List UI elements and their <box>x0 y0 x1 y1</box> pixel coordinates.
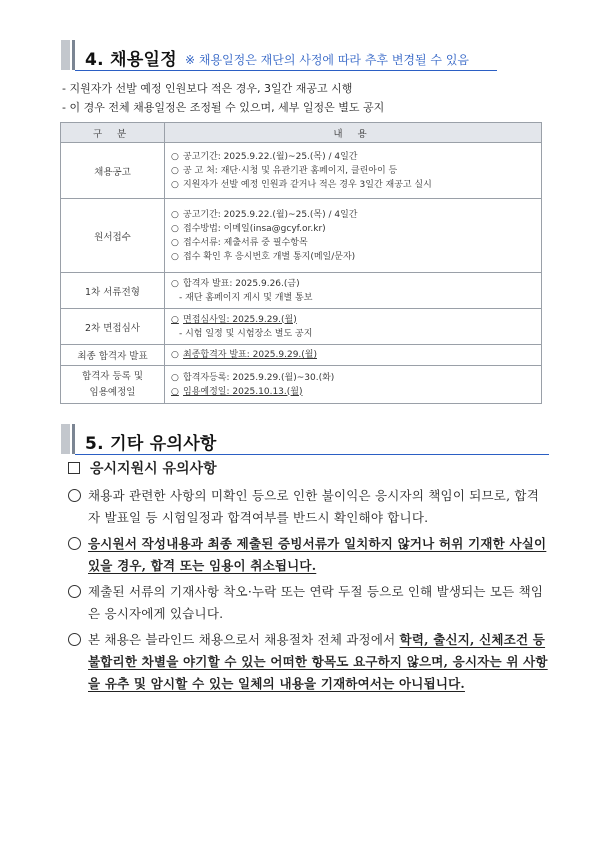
content-line: 지원자가 선발 예정 인원과 같거나 적은 경우 3일간 재공고 실시 <box>183 179 432 190</box>
cautions-block <box>60 455 550 695</box>
content-line: 합격자 발표: 2025.9.26.(금) <box>183 278 300 289</box>
caution-item <box>60 485 550 529</box>
section5-header <box>61 424 217 454</box>
content-line: 공 고 처: 재단·시청 및 유관기관 홈페이지, 클린아이 등 <box>183 165 398 176</box>
content-line: 공고기간: 2025.9.22.(월)~25.(목) / 4일간 <box>183 151 358 162</box>
circle-bullet-icon <box>68 585 81 598</box>
row-category: 1차 서류전형 <box>61 273 165 309</box>
section-marker <box>61 424 70 454</box>
section4-note: ※ 채용일정은 재단의 사정에 따라 추후 변경될 수 있음 <box>185 53 470 67</box>
section4-header <box>61 40 469 70</box>
content-line: 임용예정일: 2025.10.13.(월) <box>183 386 303 397</box>
section-marker <box>61 40 70 70</box>
caution-item <box>60 581 550 625</box>
caution-item <box>60 629 550 695</box>
caution-text: 채용과 관련한 사항의 미확인 등으로 인한 불이익은 응시자의 책임이 되므로, 합격자 발표일 등 시험일정과 합격여부를 반드시 확인해야 합니다. <box>88 488 539 525</box>
row-content: ○ 최종합격자 발표: 2025.9.29.(월) <box>165 345 542 366</box>
row-category: 원서접수 <box>61 199 165 273</box>
section4-underline <box>75 70 497 71</box>
content-line: 합격자등록: 2025.9.29.(월)~30.(화) <box>183 372 335 383</box>
section4-title: 4. 채용일정 <box>85 50 177 70</box>
circle-bullet-icon <box>68 537 81 550</box>
row-category: 최종 합격자 발표 <box>61 345 165 366</box>
caution-item <box>60 533 550 577</box>
caution-text: 제출된 서류의 기재사항 착오·누락 또는 연락 두절 등으로 인해 발생되는 모든 책임은 응시자에게 있습니다. <box>88 584 544 621</box>
content-line: 접수서류: 제출서류 중 필수항목 <box>183 237 308 248</box>
table-row <box>61 366 542 404</box>
header-content: 내 용 <box>165 123 542 143</box>
row-content: ○ 합격자등록: 2025.9.29.(월)~30.(화) ○ 임용예정일: 2025.10.13.(월) <box>165 366 542 404</box>
content-line: 접수방법: 이메일(insa@gcyf.or.kr) <box>183 223 326 234</box>
note-line: - 지원자가 선발 예정 인원보다 적은 경우, 3일간 재공고 시행 <box>62 82 353 95</box>
row-content: ○ 면접심사일: 2025.9.29.(월) - 시험 일정 및 시험장소 별도 공지 <box>165 309 542 345</box>
circle-bullet-icon <box>68 489 81 502</box>
row-content: ○ 공고기간: 2025.9.22.(월)~25.(목) / 4일간 ○ 공 고 처: 재단·시청 및 유관기관 홈페이지, 클린아이 등 ○ 지원자가 선발 예정 인원과 같거나 적은 경우 3일간 재공고 실시 <box>165 143 542 199</box>
table-row <box>61 345 542 366</box>
section5-title: 5. 기타 유의사항 <box>85 434 217 454</box>
row-content: ○ 합격자 발표: 2025.9.26.(금) - 재단 홈페이지 게시 및 개별 통보 <box>165 273 542 309</box>
content-line: 최종합격자 발표: 2025.9.29.(월) <box>183 350 317 360</box>
circle-bullet-icon <box>68 633 81 646</box>
cautions-title: 응시지원시 유의사항 <box>90 461 217 477</box>
header-category: 구 분 <box>61 123 165 143</box>
row-content: ○ 공고기간: 2025.9.22.(월)~25.(목) / 4일간 ○ 접수방법: 이메일(insa@gcyf.or.kr) ○ 접수서류: 제출서류 중 필수항목 ○ 접수 확인 후 응시번호 개별 통지(메일/문자) <box>165 199 542 273</box>
content-line: 면접심사일: 2025.9.29.(월) <box>183 314 297 325</box>
row-category: 2차 면접심사 <box>61 309 165 345</box>
table-row <box>61 199 542 273</box>
caution-text-emphasis: 학력, 출신지, 신체조건 등 불합리한 차별을 야기할 수 있는 어떠한 항목도 요구하지 않으며, 응시자는 위 사항을 유추 및 암시할 수 있는 일체의 내용을 기재하여서는 아니됩니다. <box>88 632 548 691</box>
table-row <box>61 309 542 345</box>
row-category: 채용공고 <box>61 143 165 199</box>
cautions-heading <box>68 455 550 481</box>
schedule-table <box>60 122 542 404</box>
checkbox-square-icon <box>68 462 80 474</box>
schedule-notes <box>62 80 384 117</box>
content-line: 접수 확인 후 응시번호 개별 통지(메일/문자) <box>183 251 356 262</box>
table-header-row <box>61 123 542 143</box>
content-line: - 재단 홈페이지 게시 및 개별 통보 <box>179 292 313 303</box>
content-line: - 시험 일정 및 시험장소 별도 공지 <box>179 328 313 339</box>
note-line: - 이 경우 전체 채용일정은 조정될 수 있으며, 세부 일정은 별도 공지 <box>62 100 385 114</box>
caution-text: 응시원서 작성내용과 최종 제출된 증빙서류가 일치하지 않거나 허위 기재한 사실이 있을 경우, 합격 또는 임용이 취소됩니다. <box>88 536 547 573</box>
caution-text: 본 채용은 블라인드 채용으로서 채용절차 전체 과정에서 <box>88 632 400 647</box>
row-category: 합격자 등록 및 임용예정일 <box>61 366 165 404</box>
content-line: 공고기간: 2025.9.22.(월)~25.(목) / 4일간 <box>183 209 358 220</box>
table-row <box>61 273 542 309</box>
table-row <box>61 143 542 199</box>
